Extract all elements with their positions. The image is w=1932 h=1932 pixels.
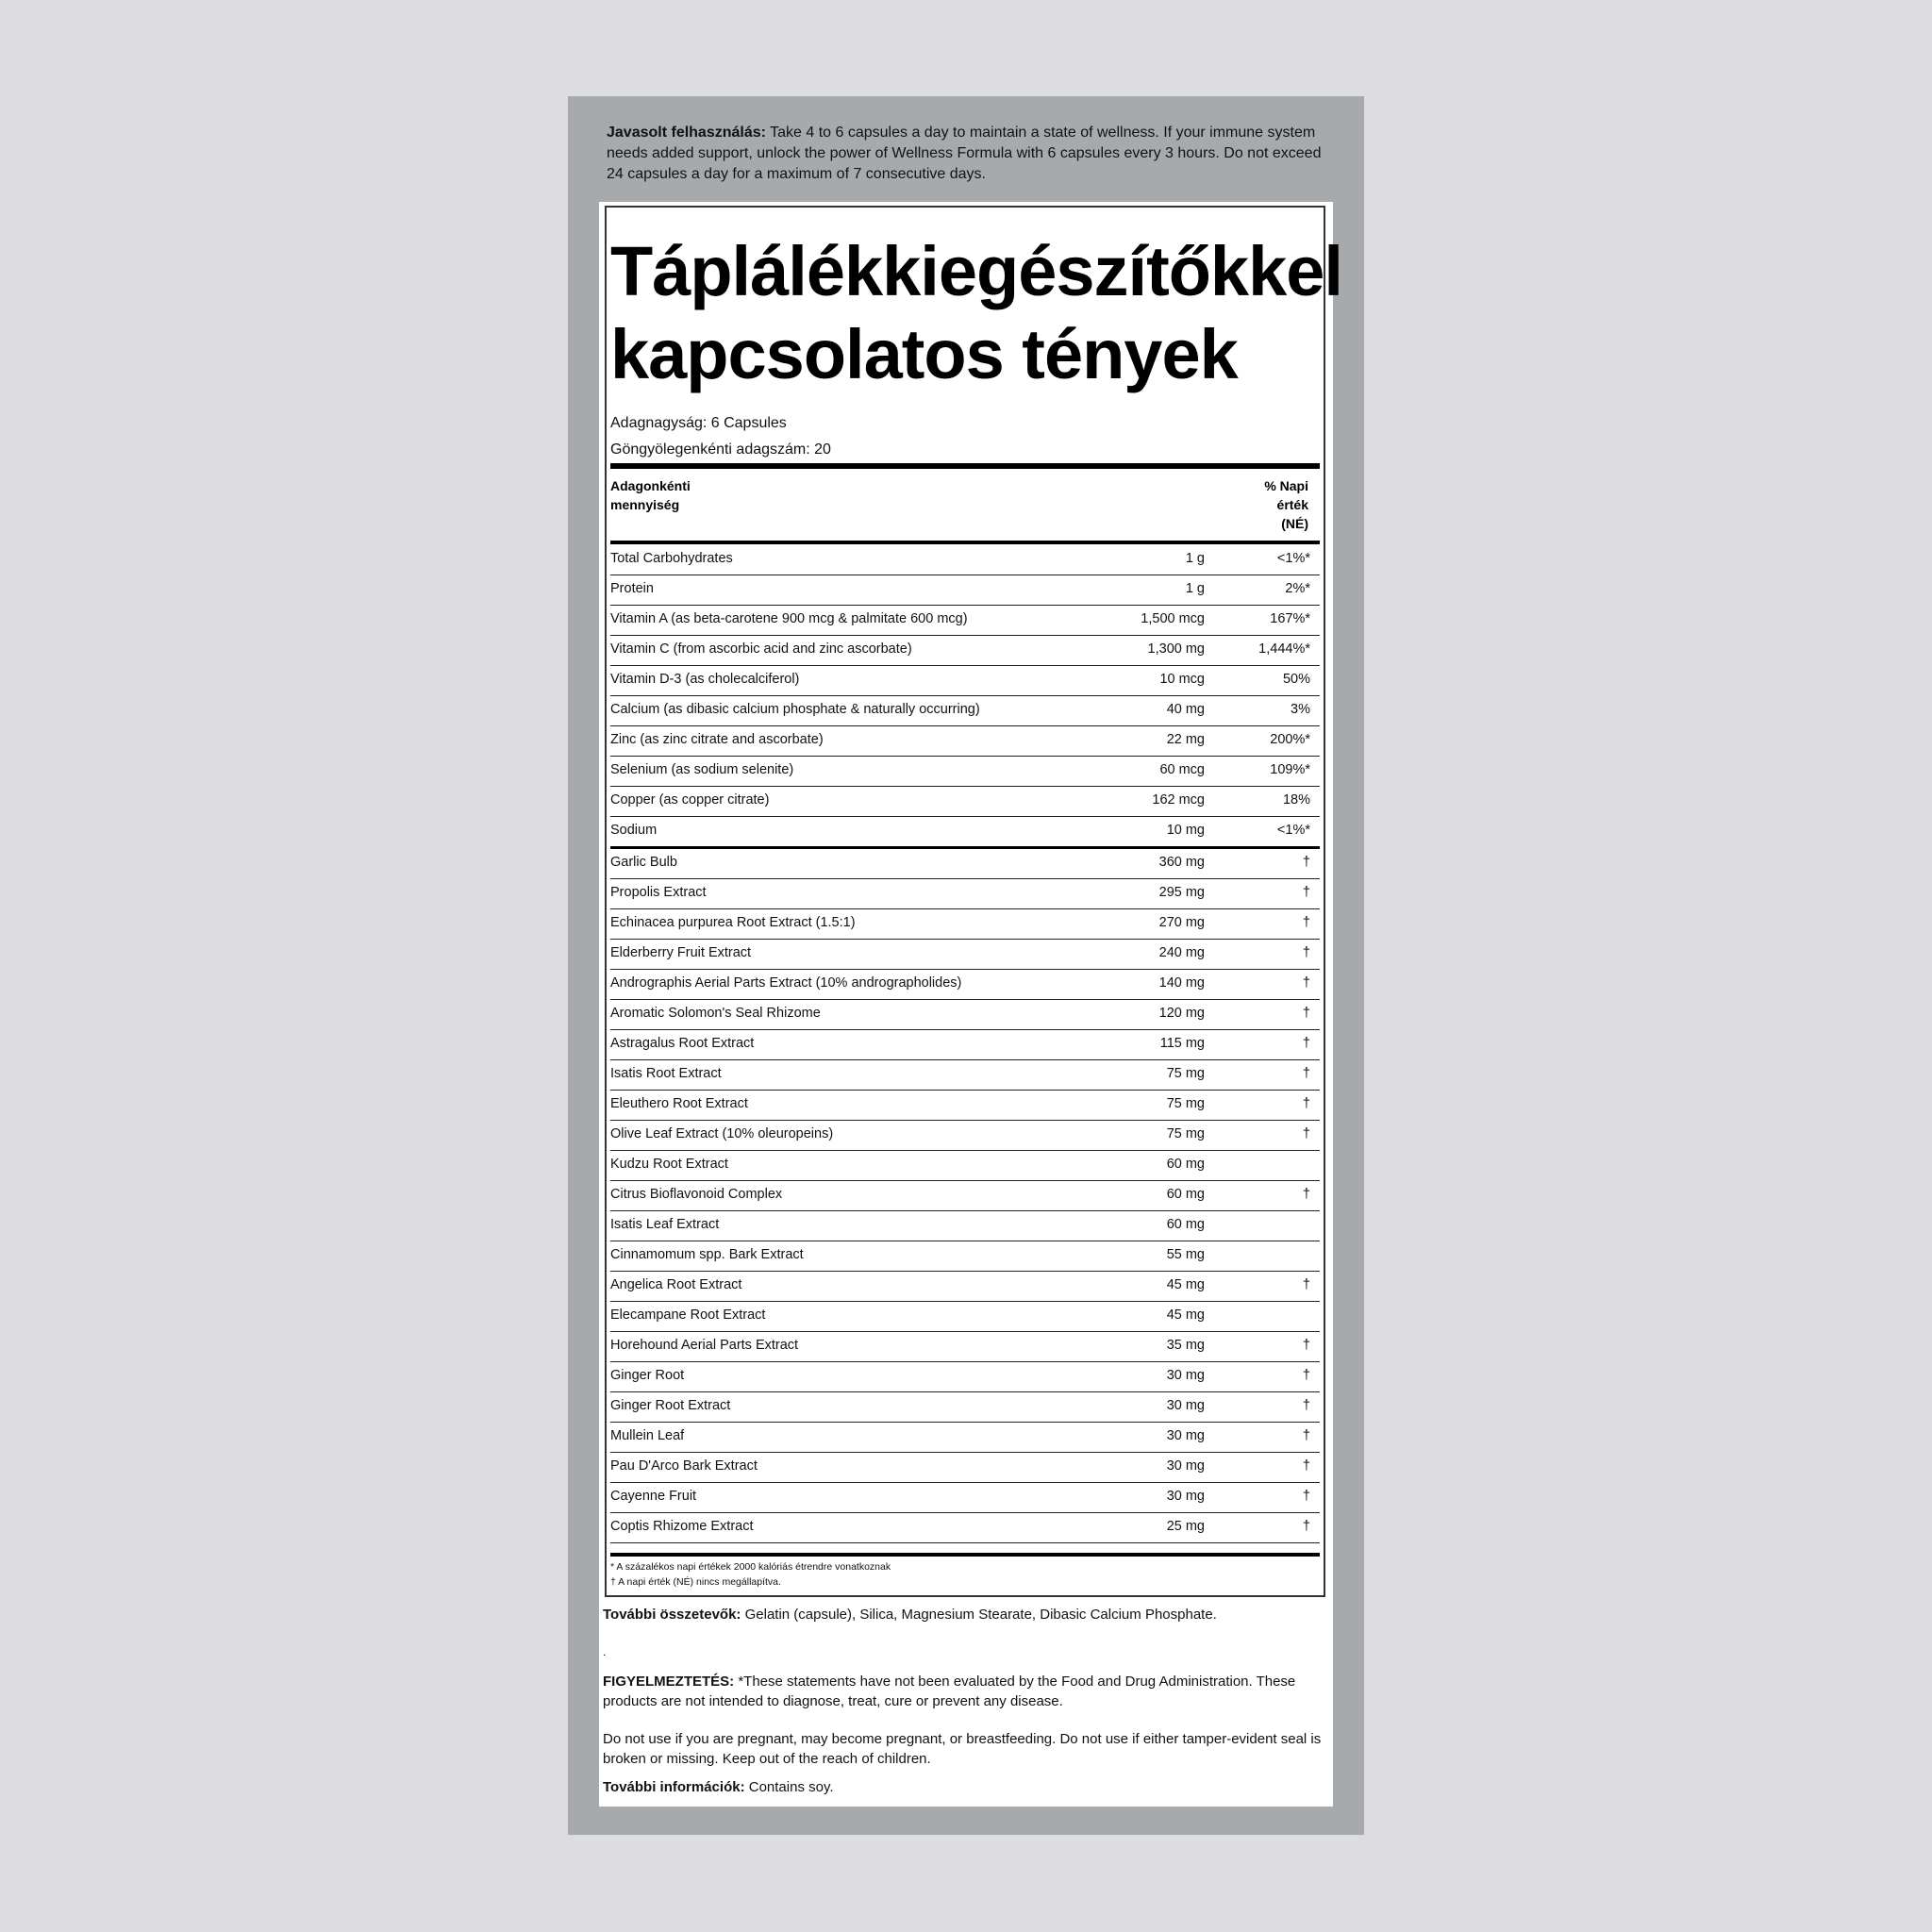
nutrient-amount: 30 mg xyxy=(1166,1458,1205,1474)
nutrient-amount: 45 mg xyxy=(1166,1277,1205,1292)
table-row xyxy=(610,1453,1320,1483)
nutrient-name: Isatis Root Extract xyxy=(610,1066,722,1081)
nutrient-daily-value: 109%* xyxy=(1270,762,1310,777)
nutrient-amount: 75 mg xyxy=(1166,1126,1205,1141)
nutrient-name: Vitamin D-3 (as cholecalciferol) xyxy=(610,672,800,687)
nutrient-name: Cinnamomum spp. Bark Extract xyxy=(610,1247,804,1262)
separator-dot: . xyxy=(603,1645,607,1658)
nutrient-daily-value: † xyxy=(1302,975,1310,991)
table-row xyxy=(610,1000,1320,1030)
table-row xyxy=(610,575,1320,606)
header-left-line-1: Adagonkénti xyxy=(610,478,691,493)
nutrient-daily-value: <1%* xyxy=(1276,551,1310,566)
nutrient-name: Ginger Root Extract xyxy=(610,1398,731,1413)
nutrient-name: Selenium (as sodium selenite) xyxy=(610,762,794,777)
table-row xyxy=(610,1121,1320,1151)
nutrient-daily-value: † xyxy=(1302,885,1310,900)
footnote-dagger: † A napi érték (NÉ) nincs megállapítva. xyxy=(610,1576,781,1588)
nutrient-name: Citrus Bioflavonoid Complex xyxy=(610,1187,783,1202)
nutrient-daily-value: 18% xyxy=(1282,792,1310,808)
nutrient-daily-value: 50% xyxy=(1282,672,1310,687)
nutrient-daily-value: † xyxy=(1302,1458,1310,1474)
nutrient-name: Cayenne Fruit xyxy=(610,1489,697,1504)
nutrient-amount: 295 mg xyxy=(1158,885,1205,900)
table-row xyxy=(610,1392,1320,1423)
table-row xyxy=(610,817,1320,849)
header-daily-value xyxy=(1264,476,1308,533)
nutrient-amount: 1 g xyxy=(1185,551,1205,566)
suggested-use-label: Javasolt felhasználás: xyxy=(607,125,766,141)
nutrient-name: Angelica Root Extract xyxy=(610,1277,742,1292)
table-row xyxy=(610,970,1320,1000)
nutrient-amount: 1,500 mcg xyxy=(1141,611,1205,626)
nutrient-amount: 360 mg xyxy=(1158,855,1205,870)
table-row xyxy=(610,1241,1320,1272)
nutrient-amount: 60 mg xyxy=(1166,1187,1205,1202)
nutrient-amount: 10 mg xyxy=(1166,823,1205,838)
header-right-line-1: % Napi xyxy=(1264,478,1308,493)
table-row xyxy=(610,1272,1320,1302)
nutrient-name: Aromatic Solomon's Seal Rhizome xyxy=(610,1006,821,1021)
nutrient-name: Protein xyxy=(610,581,654,596)
caution-text: Do not use if you are pregnant, may become pregnant, or breastfeeding. Do not use if either tamper-evident seal is broken or missing. Keep out of the reach of children. xyxy=(603,1731,1322,1767)
nutrient-daily-value: † xyxy=(1302,1519,1310,1534)
thick-divider-bottom xyxy=(610,1553,1320,1557)
nutrient-daily-value: 167%* xyxy=(1270,611,1310,626)
nutrient-amount: 60 mcg xyxy=(1159,762,1205,777)
nutrient-name: Olive Leaf Extract (10% oleuropeins) xyxy=(610,1126,834,1141)
nutrient-amount: 22 mg xyxy=(1166,732,1205,747)
nutrient-name: Vitamin C (from ascorbic acid and zinc ascorbate) xyxy=(610,641,912,657)
nutrient-amount: 35 mg xyxy=(1166,1338,1205,1353)
nutrient-daily-value: † xyxy=(1302,1036,1310,1051)
thick-divider-top xyxy=(610,463,1320,469)
nutrient-amount: 1,300 mg xyxy=(1147,641,1205,657)
nutrient-daily-value: † xyxy=(1302,915,1310,930)
nutrient-daily-value: † xyxy=(1302,1398,1310,1413)
nutrient-daily-value: 1,444%* xyxy=(1258,641,1310,657)
footnote-asterisk: * A százalékos napi értékek 2000 kalóriás étrendre vonatkoznak xyxy=(610,1561,891,1573)
nutrient-name: Astragalus Root Extract xyxy=(610,1036,755,1051)
table-row xyxy=(610,666,1320,696)
nutrient-amount: 120 mg xyxy=(1158,1006,1205,1021)
table-row xyxy=(610,1362,1320,1392)
nutrient-amount: 40 mg xyxy=(1166,702,1205,717)
facts-title-line-1: Táplálékkiegészítőkkel xyxy=(610,232,1342,310)
nutrient-amount: 55 mg xyxy=(1166,1247,1205,1262)
nutrient-amount: 10 mcg xyxy=(1159,672,1205,687)
nutrient-daily-value: † xyxy=(1302,1338,1310,1353)
header-left-line-2: mennyiség xyxy=(610,497,680,512)
nutrient-name: Horehound Aerial Parts Extract xyxy=(610,1338,799,1353)
table-row xyxy=(610,909,1320,940)
nutrient-daily-value: † xyxy=(1302,1126,1310,1141)
table-row xyxy=(610,849,1320,879)
facts-rows xyxy=(610,545,1320,1543)
warning-label: FIGYELMEZTETÉS: xyxy=(603,1674,735,1690)
nutrient-name: Copper (as copper citrate) xyxy=(610,792,770,808)
table-row xyxy=(610,636,1320,666)
other-ingredients xyxy=(603,1605,1329,1624)
servings-per-container: Göngyölegenkénti adagszám: 20 xyxy=(610,441,831,458)
nutrient-daily-value: † xyxy=(1302,1489,1310,1504)
warning xyxy=(603,1672,1329,1711)
nutrient-name: Vitamin A (as beta-carotene 900 mcg & palmitate 600 mcg) xyxy=(610,611,968,626)
header-right-line-3: (NÉ) xyxy=(1281,516,1308,531)
nutrient-amount: 30 mg xyxy=(1166,1428,1205,1443)
table-row xyxy=(610,1483,1320,1513)
nutrient-amount: 60 mg xyxy=(1166,1157,1205,1172)
nutrient-amount: 162 mcg xyxy=(1152,792,1205,808)
facts-title xyxy=(610,230,1346,396)
nutrient-daily-value: † xyxy=(1302,1096,1310,1111)
table-row xyxy=(610,787,1320,817)
nutrient-name: Kudzu Root Extract xyxy=(610,1157,728,1172)
serving-size: Adagnagyság: 6 Capsules xyxy=(610,415,787,431)
table-row xyxy=(610,696,1320,726)
other-ingredients-label: További összetevők: xyxy=(603,1607,741,1623)
nutrient-amount: 60 mg xyxy=(1166,1217,1205,1232)
nutrient-amount: 30 mg xyxy=(1166,1368,1205,1383)
more-info-label: További információk: xyxy=(603,1779,745,1795)
table-row xyxy=(610,879,1320,909)
nutrient-name: Coptis Rhizome Extract xyxy=(610,1519,754,1534)
nutrient-amount: 270 mg xyxy=(1158,915,1205,930)
other-ingredients-text: Gelatin (capsule), Silica, Magnesium Stearate, Dibasic Calcium Phosphate. xyxy=(741,1607,1217,1623)
table-row xyxy=(610,1181,1320,1211)
table-row xyxy=(610,940,1320,970)
suggested-use xyxy=(607,123,1324,185)
nutrient-daily-value: † xyxy=(1302,945,1310,960)
thick-divider-header xyxy=(610,541,1320,544)
nutrient-name: Propolis Extract xyxy=(610,885,707,900)
table-row xyxy=(610,726,1320,757)
label-panel xyxy=(568,96,1364,1835)
warning-text: *These statements have not been evaluated by the Food and Drug Administration. These products are not intended to diagnose, treat, cure or prevent any disease. xyxy=(603,1674,1296,1709)
nutrient-name: Andrographis Aerial Parts Extract (10% andrographolides) xyxy=(610,975,962,991)
nutrient-daily-value: † xyxy=(1302,1187,1310,1202)
suggested-use-text: Take 4 to 6 capsules a day to maintain a state of wellness. If your immune system needs added support, unlock the power of Wellness Formula with 6 capsules every 3 hours. Do not exceed 24 capsules a day for a maximum of 7 consecutive days. xyxy=(607,125,1322,182)
nutrient-daily-value: † xyxy=(1302,1368,1310,1383)
nutrient-name: Isatis Leaf Extract xyxy=(610,1217,720,1232)
nutrient-amount: 75 mg xyxy=(1166,1096,1205,1111)
serving-info xyxy=(610,410,831,463)
nutrient-amount: 1 g xyxy=(1185,581,1205,596)
table-row xyxy=(610,1423,1320,1453)
nutrient-daily-value: † xyxy=(1302,855,1310,870)
facts-header xyxy=(610,476,1308,531)
nutrient-amount: 25 mg xyxy=(1166,1519,1205,1534)
nutrient-daily-value: † xyxy=(1302,1277,1310,1292)
table-row xyxy=(610,1060,1320,1091)
more-info xyxy=(603,1777,1329,1797)
table-row xyxy=(610,1151,1320,1181)
table-row xyxy=(610,545,1320,575)
table-row xyxy=(610,1030,1320,1060)
table-row xyxy=(610,1332,1320,1362)
footnotes xyxy=(610,1559,891,1590)
nutrient-name: Eleuthero Root Extract xyxy=(610,1096,748,1111)
header-right-line-2: érték xyxy=(1276,497,1308,512)
nutrient-amount: 75 mg xyxy=(1166,1066,1205,1081)
nutrient-name: Pau D'Arco Bark Extract xyxy=(610,1458,758,1474)
label-white-area xyxy=(599,202,1342,1807)
nutrient-amount: 30 mg xyxy=(1166,1398,1205,1413)
nutrient-name: Garlic Bulb xyxy=(610,855,677,870)
nutrient-daily-value: 3% xyxy=(1291,702,1310,717)
supplement-facts-box xyxy=(605,206,1342,1597)
table-row xyxy=(610,1211,1320,1241)
header-amount-per-serving xyxy=(610,476,1308,514)
nutrient-daily-value: 200%* xyxy=(1270,732,1310,747)
more-info-text: Contains soy. xyxy=(744,1779,834,1795)
nutrient-name: Total Carbohydrates xyxy=(610,551,733,566)
table-row xyxy=(610,1302,1320,1332)
nutrient-name: Elderberry Fruit Extract xyxy=(610,945,752,960)
nutrient-amount: 140 mg xyxy=(1158,975,1205,991)
nutrient-name: Mullein Leaf xyxy=(610,1428,685,1443)
nutrient-amount: 45 mg xyxy=(1166,1307,1205,1323)
nutrient-name: Elecampane Root Extract xyxy=(610,1307,766,1323)
facts-title-line-2: kapcsolatos tények xyxy=(610,315,1238,393)
nutrient-name: Ginger Root xyxy=(610,1368,685,1383)
table-row xyxy=(610,757,1320,787)
nutrient-daily-value: 2%* xyxy=(1285,581,1310,596)
nutrient-daily-value: † xyxy=(1302,1428,1310,1443)
nutrient-daily-value: † xyxy=(1302,1066,1310,1081)
nutrient-daily-value: <1%* xyxy=(1276,823,1310,838)
nutrient-name: Calcium (as dibasic calcium phosphate & naturally occurring) xyxy=(610,702,980,717)
nutrient-name: Echinacea purpurea Root Extract (1.5:1) xyxy=(610,915,856,930)
nutrient-name: Sodium xyxy=(610,823,658,838)
nutrient-amount: 240 mg xyxy=(1158,945,1205,960)
table-row xyxy=(610,1091,1320,1121)
nutrient-daily-value: † xyxy=(1302,1006,1310,1021)
nutrient-name: Zinc (as zinc citrate and ascorbate) xyxy=(610,732,824,747)
nutrient-amount: 30 mg xyxy=(1166,1489,1205,1504)
nutrient-amount: 115 mg xyxy=(1159,1036,1205,1051)
table-row xyxy=(610,606,1320,636)
table-row xyxy=(610,1513,1320,1543)
